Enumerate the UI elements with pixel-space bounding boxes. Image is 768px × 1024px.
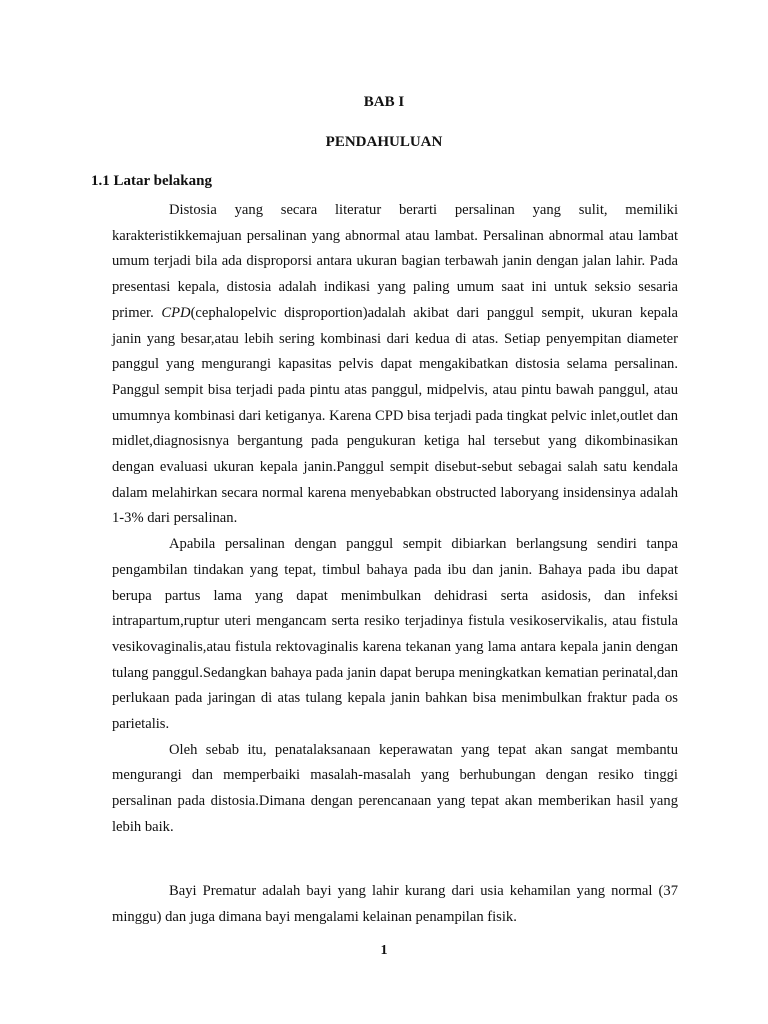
section-heading: 1.1 Latar belakang — [91, 173, 212, 189]
paragraph-4: Bayi Prematur adalah bayi yang lahir kurang dari usia kehamilan yang normal (37 minggu) dan juga dimana bayi mengalami kelainan penampilan fisik. — [112, 883, 678, 925]
paragraph-1 — [112, 198, 678, 532]
paragraph-3: Oleh sebab itu, penatalaksanaan keperawatan yang tepat akan sangat membantu mengurangi dan memperbaiki masalah-masalah yang berhubungan dengan resiko tinggi persalinan pada distosia.Dimana dengan perencanaan yang tepat akan memberikan hasil yang lebih baik. — [112, 741, 678, 835]
page-number: 1 — [380, 943, 388, 958]
body-text-secondary — [112, 879, 678, 930]
paragraph-2: Apabila persalinan dengan panggul sempit dibiarkan berlangsung sendiri tanpa pengambilan tindakan yang tepat, timbul bahaya pada ibu dan janin. Bahaya pada ibu dapat berupa partus lama yang dapat menimbulkan dehidrasi serta asidosis, dan infeksi intrapartum,ruptur uteri mengancam serta resiko terjadinya fistula vesikoservikalis, atau fistula vesikovaginalis,atau fistula rektovaginalis karena tekanan yang lama antara kepala janin dengan tulang panggul.Sedangkan bahaya pada janin dapat berupa meningkatkan kematian perinatal,dan perlukaan pada jaringan di atas tulang kepala janin bahkan bisa menimbulkan fraktur pada os parietalis. — [112, 536, 678, 733]
chapter-number: BAB I — [363, 94, 405, 110]
paragraph-1-italic-term: CPD — [161, 304, 191, 321]
paragraph-1-text-before: Distosia yang secara literatur berarti persalinan yang sulit, memiliki karakteristikkemajuan persalinan yang abnormal atau lambat. Persalinan abnormal atau lambat umum terjadi bila ada disproporsi antara ukuran bagian terbawah janin dengan jalan lahir. Pada presentasi kepala, distosia adalah indikasi yang paling umum saat ini untuk seksio sesaria primer. — [112, 202, 678, 321]
paragraph-1-text-after: (cephalopelvic disproportion)adalah akibat dari panggul sempit, ukuran kepala janin yang besar,atau lebih sering kombinasi dari kedua di atas. Setiap penyempitan diameter panggul yang mengurangi kapasitas pelvis dapat mengakibatkan distosia selama persalinan. Panggul sempit bisa terjadi pada pintu atas panggul, midpelvis, atau pintu bawah panggul, atau umumnya kombinasi dari ketiganya. Karena CPD bisa terjadi pada tingkat pelvic inlet,outlet dan midlet,diagnosisnya bergantung pada pengukuran ketiga hal tersebut yang dikombinasikan dengan evaluasi ukuran kepala janin.Panggul sempit disebut-sebut sebagai salah satu kendala dalam melahirkan secara normal karena menyebabkan obstructed laboryang insidensinya adalah 1-3% dari persalinan. — [112, 304, 678, 527]
chapter-title: PENDAHULUAN — [325, 134, 443, 150]
body-text-main — [112, 198, 678, 841]
